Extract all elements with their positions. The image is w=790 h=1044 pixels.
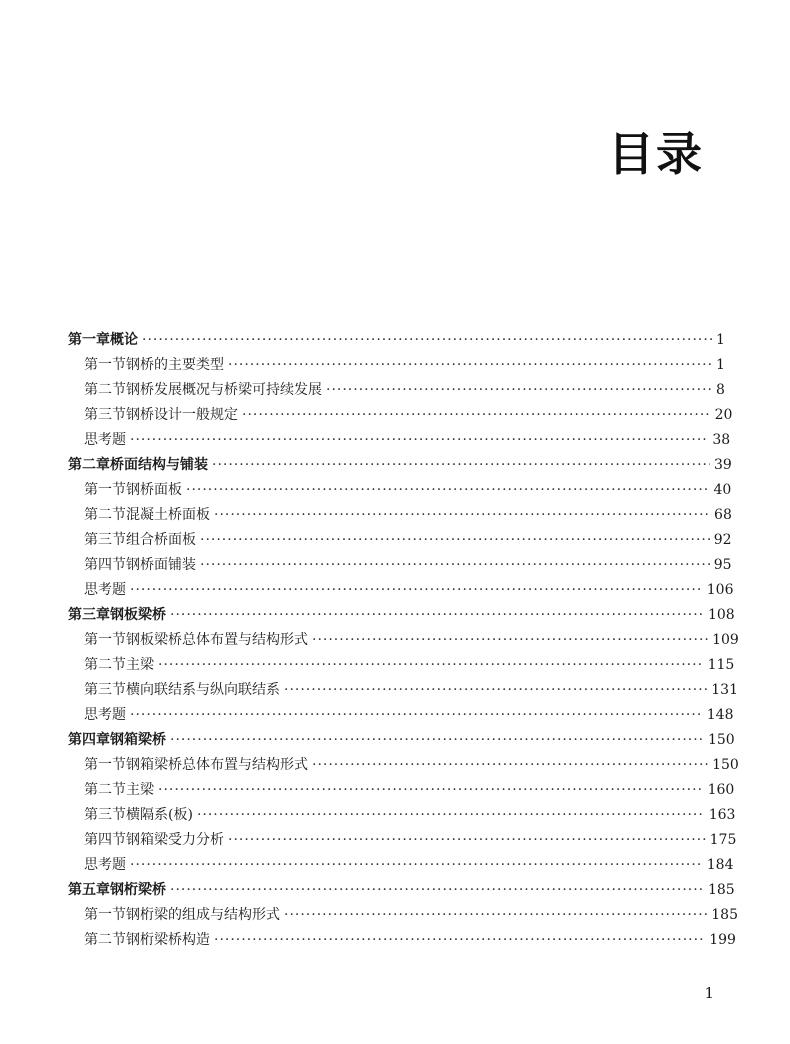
toc-leader: [214, 928, 705, 953]
toc-page: 131: [711, 682, 738, 698]
toc-page: 199: [709, 932, 736, 948]
toc-leader: [200, 528, 710, 553]
toc-section[interactable]: [68, 353, 724, 378]
toc-leader: [214, 503, 710, 528]
toc-page: 95: [713, 557, 732, 573]
toc-title: 钢箱梁桥: [110, 732, 166, 748]
toc-label: 第三节: [84, 807, 126, 823]
toc-section[interactable]: [68, 653, 735, 678]
toc-leader: [326, 378, 712, 403]
toc-page: 40: [713, 482, 732, 498]
table-of-contents: [68, 328, 739, 953]
toc-label: 第二节: [84, 782, 126, 798]
toc-label: 第四章: [68, 732, 110, 748]
toc-page: 184: [706, 857, 734, 873]
toc-title: 钢箱梁桥总体布置与结构形式: [126, 757, 308, 773]
toc-leader: [158, 653, 704, 678]
toc-title: 钢桁梁桥构造: [126, 932, 210, 948]
toc-title: 思考题: [84, 857, 126, 873]
toc-page: 1: [716, 357, 725, 373]
toc-title: 桥面结构与铺装: [110, 457, 208, 473]
toc-chapter-5[interactable]: [68, 878, 735, 903]
page-title: 目录: [608, 127, 704, 181]
toc-section[interactable]: [68, 378, 724, 403]
toc-leader: [242, 403, 711, 428]
toc-leader: [228, 353, 712, 378]
toc-title: 钢桁梁桥: [110, 882, 166, 898]
toc-section[interactable]: [68, 778, 735, 803]
toc-section[interactable]: [68, 828, 737, 853]
toc-page: 109: [712, 632, 739, 648]
toc-page: 1: [716, 332, 725, 348]
toc-label: 第四节: [84, 832, 126, 848]
toc-page: 175: [709, 832, 737, 848]
toc-page: 148: [706, 707, 734, 723]
toc-leader: [312, 628, 708, 653]
toc-page: 20: [714, 407, 733, 423]
toc-leader: [186, 478, 710, 503]
toc-leader: [228, 828, 706, 853]
toc-title: 混凝土桥面板: [126, 507, 210, 523]
toc-section[interactable]: [68, 678, 738, 703]
toc-label: 第一章: [68, 332, 110, 348]
toc-section[interactable]: [68, 903, 738, 928]
toc-leader: [200, 553, 710, 578]
toc-page: 39: [714, 457, 732, 473]
toc-chapter-4[interactable]: [68, 728, 735, 753]
toc-leader: [130, 428, 708, 453]
toc-label: 第五章: [68, 882, 110, 898]
toc-label: 第一节: [84, 907, 126, 923]
toc-title: 钢桥的主要类型: [126, 357, 224, 373]
toc-title: 钢板梁桥总体布置与结构形式: [126, 632, 308, 648]
toc-title: 横隔系(板): [126, 807, 193, 823]
toc-title: 钢板梁桥: [110, 607, 166, 623]
toc-chapter-2[interactable]: [68, 453, 732, 478]
toc-title: 主梁: [126, 657, 154, 673]
toc-label: 第一节: [84, 357, 126, 373]
toc-leader: [312, 753, 708, 778]
toc-leader: [284, 678, 707, 703]
toc-section[interactable]: [68, 478, 732, 503]
toc-title: 钢箱梁受力分析: [126, 832, 224, 848]
toc-title: 组合桥面板: [126, 532, 196, 548]
toc-label: 第三章: [68, 607, 110, 623]
toc-label: 第一节: [84, 757, 126, 773]
toc-leader: [142, 328, 712, 353]
toc-leader: [130, 578, 703, 603]
toc-section-questions[interactable]: [68, 703, 734, 728]
toc-title: 思考题: [84, 432, 126, 448]
toc-title: 主梁: [126, 782, 154, 798]
toc-leader: [212, 453, 710, 478]
toc-section[interactable]: [68, 553, 732, 578]
toc-label: 第二节: [84, 657, 126, 673]
toc-label: 第一节: [84, 632, 126, 648]
toc-leader: [130, 853, 703, 878]
toc-label: 第三节: [84, 532, 126, 548]
toc-page: 38: [712, 432, 731, 448]
toc-page: 106: [706, 582, 734, 598]
toc-label: 第三节: [84, 407, 126, 423]
toc-page: 160: [707, 782, 735, 798]
toc-page: 150: [707, 732, 735, 748]
toc-label: 第四节: [84, 557, 126, 573]
toc-title: 钢桥面板: [126, 482, 182, 498]
toc-label: 第二节: [84, 507, 126, 523]
toc-section[interactable]: [68, 403, 733, 428]
toc-chapter-1[interactable]: [68, 328, 724, 353]
toc-label: 第二节: [84, 932, 126, 948]
toc-section[interactable]: [68, 628, 739, 653]
toc-section[interactable]: [68, 753, 739, 778]
toc-leader: [130, 703, 703, 728]
toc-section-questions[interactable]: [68, 428, 731, 453]
toc-section[interactable]: [68, 528, 732, 553]
toc-title: 概论: [110, 332, 138, 348]
toc-title: 钢桥发展概况与桥梁可持续发展: [126, 382, 322, 398]
toc-page: 68: [714, 507, 732, 523]
toc-label: 第三节: [84, 682, 126, 698]
toc-leader: [158, 778, 704, 803]
toc-page: 185: [707, 882, 735, 898]
toc-title: 钢桁梁的组成与结构形式: [126, 907, 280, 923]
toc-label: 第二节: [84, 382, 126, 398]
toc-section-questions[interactable]: [68, 853, 734, 878]
toc-leader: [170, 878, 704, 903]
toc-page: 108: [707, 607, 735, 623]
toc-leader: [197, 803, 705, 828]
toc-page: 92: [713, 532, 732, 548]
toc-title: 思考题: [84, 582, 126, 598]
toc-leader: [170, 728, 704, 753]
toc-page: 150: [712, 757, 739, 773]
page-number: 1: [704, 984, 714, 1002]
toc-page: 8: [716, 382, 725, 398]
toc-title: 横向联结系与纵向联结系: [126, 682, 280, 698]
toc-label: 第一节: [84, 482, 126, 498]
toc-leader: [170, 603, 704, 628]
toc-chapter-3[interactable]: [68, 603, 735, 628]
toc-section[interactable]: [68, 928, 736, 953]
toc-label: 第二章: [68, 457, 110, 473]
toc-leader: [284, 903, 707, 928]
toc-title: 钢桥面铺装: [126, 557, 196, 573]
toc-page: 163: [708, 807, 736, 823]
toc-title: 思考题: [84, 707, 126, 723]
toc-page: 115: [707, 657, 735, 673]
toc-page: 185: [711, 907, 738, 923]
toc-section-questions[interactable]: [68, 578, 734, 603]
toc-section[interactable]: [68, 503, 732, 528]
toc-title: 钢桥设计一般规定: [126, 407, 238, 423]
toc-section[interactable]: [68, 803, 736, 828]
